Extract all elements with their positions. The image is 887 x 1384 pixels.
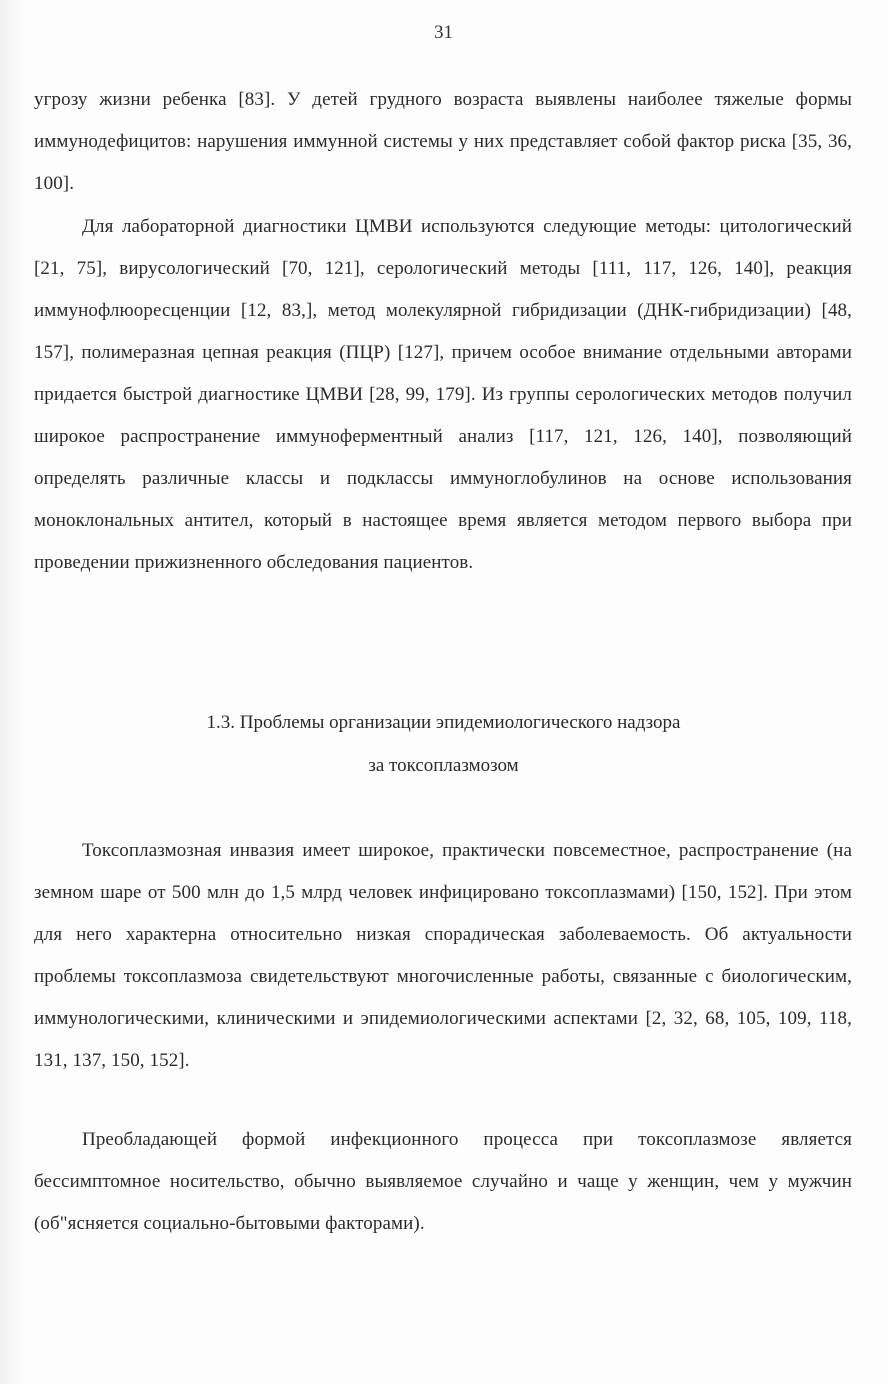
section-heading-line-2: за токсоплазмозом bbox=[368, 755, 519, 776]
paragraph-toxoplasmosis-prevalence: Токсоплазмозная инвазия имеет широкое, практически повсеместное, распространение (на земном шаре от 500 млн до 1,5 млрд человек инфицировано токсоплазмами) [150, 152]. При этом для него характерна относительно низкая спорадическая заболеваемость. Об актуальности проблемы токсоплазмоза свидетельствуют многочисленные работы, связанные с биологическим, иммунологическими, клиническими и эпидемиологическими аспектами [2, 32, 68, 105, 109, 118, 131, 137, 150, 152]. bbox=[34, 840, 852, 1071]
paragraph-infection-form: Преобладающей формой инфекционного процесса при токсоплазмозе является бессимптомное носительство, обычно выявляемое случайно и чаще у женщин, чем у мужчин (об"ясняется социально-бытовыми факторами). bbox=[34, 1129, 852, 1234]
paragraph-diagnostics-methods: Для лабораторной диагностики ЦМВИ используются следующие методы: цитологический [21, 75], вирусологический [70, 121], серологический методы [111, 117, 126, 140], реакция иммунофлюоресценции [12, 83,], метод молекулярной гибридизации (ДНК-гибридизации) [48, 157], полимеразная цепная реакция (ПЦР) [127], причем особое внимание отдельными авторами придается быстрой диагностике ЦМВИ [28, 99, 179]. Из группы серологических методов получил широкое распространение иммуноферментный анализ [117, 121, 126, 140], позволяющий определять различные классы и подклассы иммуноглобулинов на основе использования моноклональных антител, который в настоящее время является методом первого выбора при проведении прижизненного обследования пациентов. bbox=[34, 216, 852, 573]
page-number: 31 bbox=[434, 22, 453, 43]
section-heading-line-1: 1.3. Проблемы организации эпидемиологического надзора bbox=[206, 712, 681, 733]
paragraph-continuation: угрозу жизни ребенка [83]. У детей грудного возраста выявлены наиболее тяжелые формы иммунодефицитов: нарушения иммунной системы у них представляет собой фактор риска [35, 36, 100]. bbox=[34, 89, 852, 194]
scan-edge-shadow bbox=[0, 0, 26, 1384]
